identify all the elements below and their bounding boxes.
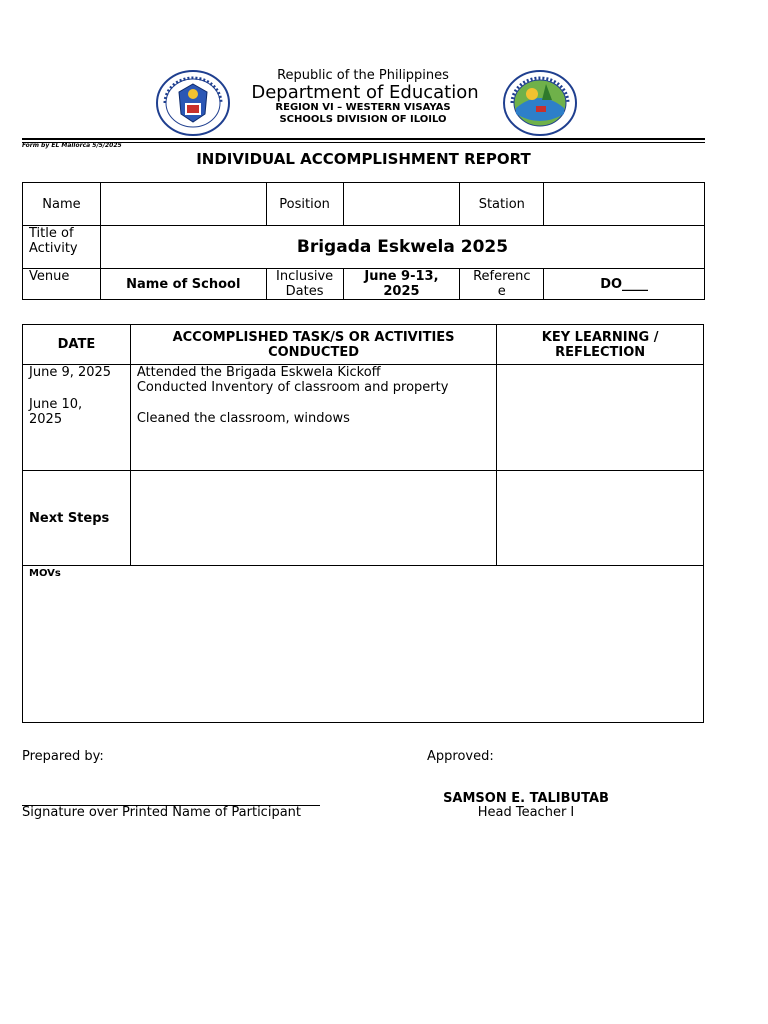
learning-cell[interactable] bbox=[497, 365, 704, 471]
header-rule-thin bbox=[22, 142, 705, 143]
position-label: Position bbox=[266, 183, 343, 226]
republic-text: Republic of the Philippines bbox=[277, 68, 449, 83]
approved-label: Approved: bbox=[427, 749, 494, 764]
tasks-table bbox=[22, 324, 704, 723]
inclusive-dates-value: June 9-13, 2025 bbox=[343, 269, 460, 300]
venue-label: Venue bbox=[23, 269, 101, 300]
venue-value: Name of School bbox=[100, 269, 266, 300]
form-by-note: Form by EL Mallorca 5/5/2025 bbox=[22, 142, 122, 149]
task-entry: Conducted Inventory of classroom and property bbox=[136, 380, 449, 395]
dates-cell bbox=[23, 365, 131, 471]
task-entry: Attended the Brigada Eskwela Kickoff bbox=[136, 365, 381, 380]
name-label: Name bbox=[23, 183, 101, 226]
reference-label: Referenc e bbox=[460, 269, 544, 300]
learning-column-header: KEY LEARNING / REFLECTION bbox=[497, 325, 704, 365]
region-text: REGION VI – WESTERN VISAYAS bbox=[275, 102, 451, 113]
next-steps-label: Next Steps bbox=[23, 471, 131, 566]
reference-value: DO____ bbox=[544, 269, 705, 300]
station-field[interactable] bbox=[544, 183, 705, 226]
movs-label: MOVs bbox=[23, 566, 704, 723]
title-of-activity-value: Brigada Eskwela 2025 bbox=[100, 226, 704, 269]
next-steps-field[interactable] bbox=[130, 471, 496, 566]
prepared-by-label: Prepared by: bbox=[22, 749, 104, 764]
name-field[interactable] bbox=[100, 183, 266, 226]
approver-title: Head Teacher I bbox=[477, 805, 575, 820]
date-entry: June 9, 2025 bbox=[29, 365, 112, 380]
date-entry: June 10, bbox=[29, 397, 83, 412]
department-text: Department of Education bbox=[251, 82, 479, 103]
date-entry: 2025 bbox=[29, 412, 63, 427]
inclusive-dates-label: Inclusive Dates bbox=[266, 269, 343, 300]
station-label: Station bbox=[460, 183, 544, 226]
header-rule-thick bbox=[22, 138, 705, 140]
info-table bbox=[22, 182, 705, 300]
participant-signature-caption: Signature over Printed Name of Participant bbox=[22, 805, 301, 820]
title-of-activity-label: Title of Activity bbox=[23, 226, 101, 269]
position-field[interactable] bbox=[343, 183, 460, 226]
approver-name: SAMSON E. TALIBUTAB bbox=[443, 791, 609, 806]
report-title: INDIVIDUAL ACCOMPLISHMENT REPORT bbox=[196, 150, 531, 168]
task-entry: Cleaned the classroom, windows bbox=[136, 411, 350, 426]
tasks-cell bbox=[130, 365, 496, 471]
next-steps-reflection-field[interactable] bbox=[497, 471, 704, 566]
tasks-column-header: ACCOMPLISHED TASK/S OR ACTIVITIES CONDUCTED bbox=[130, 325, 496, 365]
date-column-header: DATE bbox=[23, 325, 131, 365]
division-text: SCHOOLS DIVISION OF ILOILO bbox=[279, 114, 447, 125]
